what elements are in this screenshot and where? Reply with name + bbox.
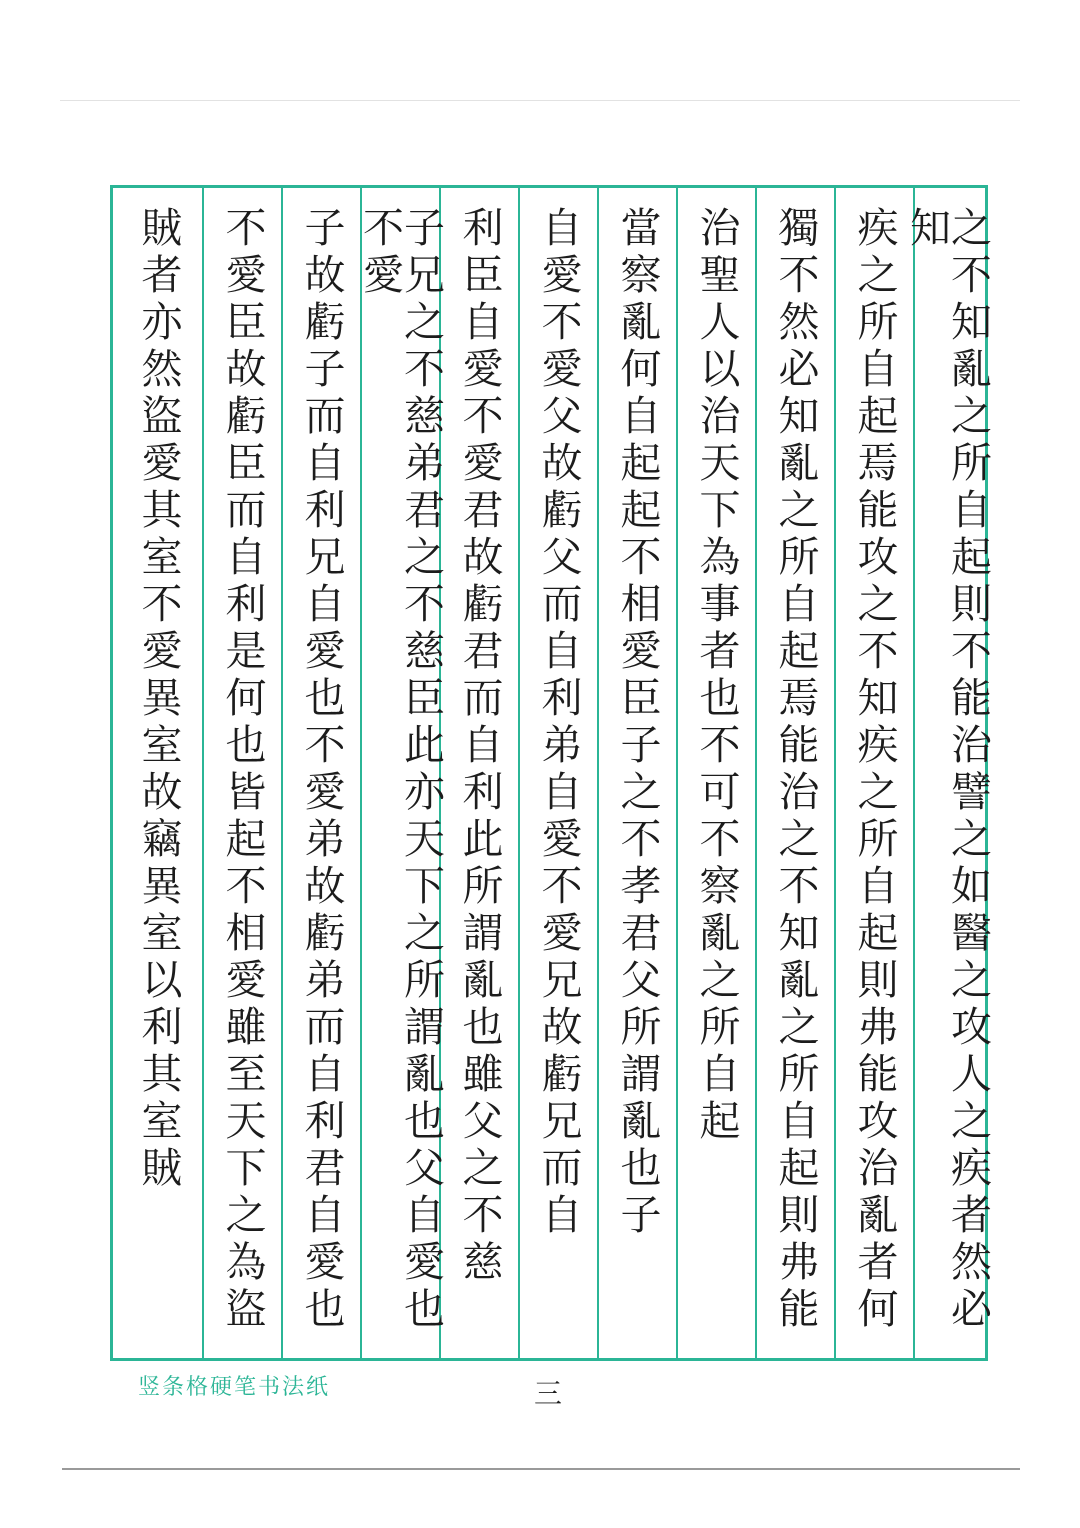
- text-column-4: [356, 206, 445, 1340]
- column-text: 利臣自愛不愛君故虧君而自利此所謂亂也雖父之不慈: [455, 206, 504, 1287]
- column-text: 當察亂何自起起不相愛臣子之不孝君父所謂亂也子: [613, 206, 662, 1240]
- column-text: 之不知亂之所自起則不能治譬之如醫之攻人之疾者然必知: [903, 206, 992, 1334]
- text-column-2: [203, 206, 281, 1340]
- column-text: 不愛臣故虧臣而自利是何也皆起不相愛雖至天下之為盜: [218, 206, 267, 1334]
- column-text: 子故虧子而自利兄自愛也不愛弟故虧弟而自利君自愛也: [297, 206, 346, 1334]
- text-column-8: [677, 206, 755, 1340]
- paper-type-label: 竖条格硬笔书法纸: [138, 1375, 331, 1400]
- column-text: 賊者亦然盜愛其室不愛異室故竊異室以利其室賊: [134, 206, 183, 1193]
- text-column-9: [756, 206, 834, 1340]
- text-column-1: [119, 206, 197, 1340]
- text-column-10: [835, 206, 913, 1340]
- text-column-3: [282, 206, 360, 1340]
- page-number: 三: [534, 1377, 563, 1410]
- column-text: 子兄之不慈弟君之不慈臣此亦天下之所謂亂也父自愛也不愛: [356, 206, 445, 1334]
- column-text: 疾之所自起焉能攻之不知疾之所自起則弗能攻治亂者何: [850, 206, 899, 1334]
- top-faint-line: [60, 100, 1020, 101]
- column-text: 治聖人以治天下為事者也不可不察亂之所自起: [692, 206, 741, 1146]
- grid-frame: [110, 185, 992, 1361]
- text-column-6: [519, 206, 597, 1340]
- column-text: 獨不然必知亂之所自起焉能治之不知亂之所自起則弗能: [771, 206, 820, 1334]
- bottom-scan-line: [62, 1468, 1020, 1470]
- text-column-11: [903, 206, 992, 1340]
- text-column-7: [598, 206, 676, 1340]
- column-text: 自愛不愛父故虧父而自利弟自愛不愛兄故虧兄而自: [534, 206, 583, 1240]
- text-column-5: [440, 206, 518, 1340]
